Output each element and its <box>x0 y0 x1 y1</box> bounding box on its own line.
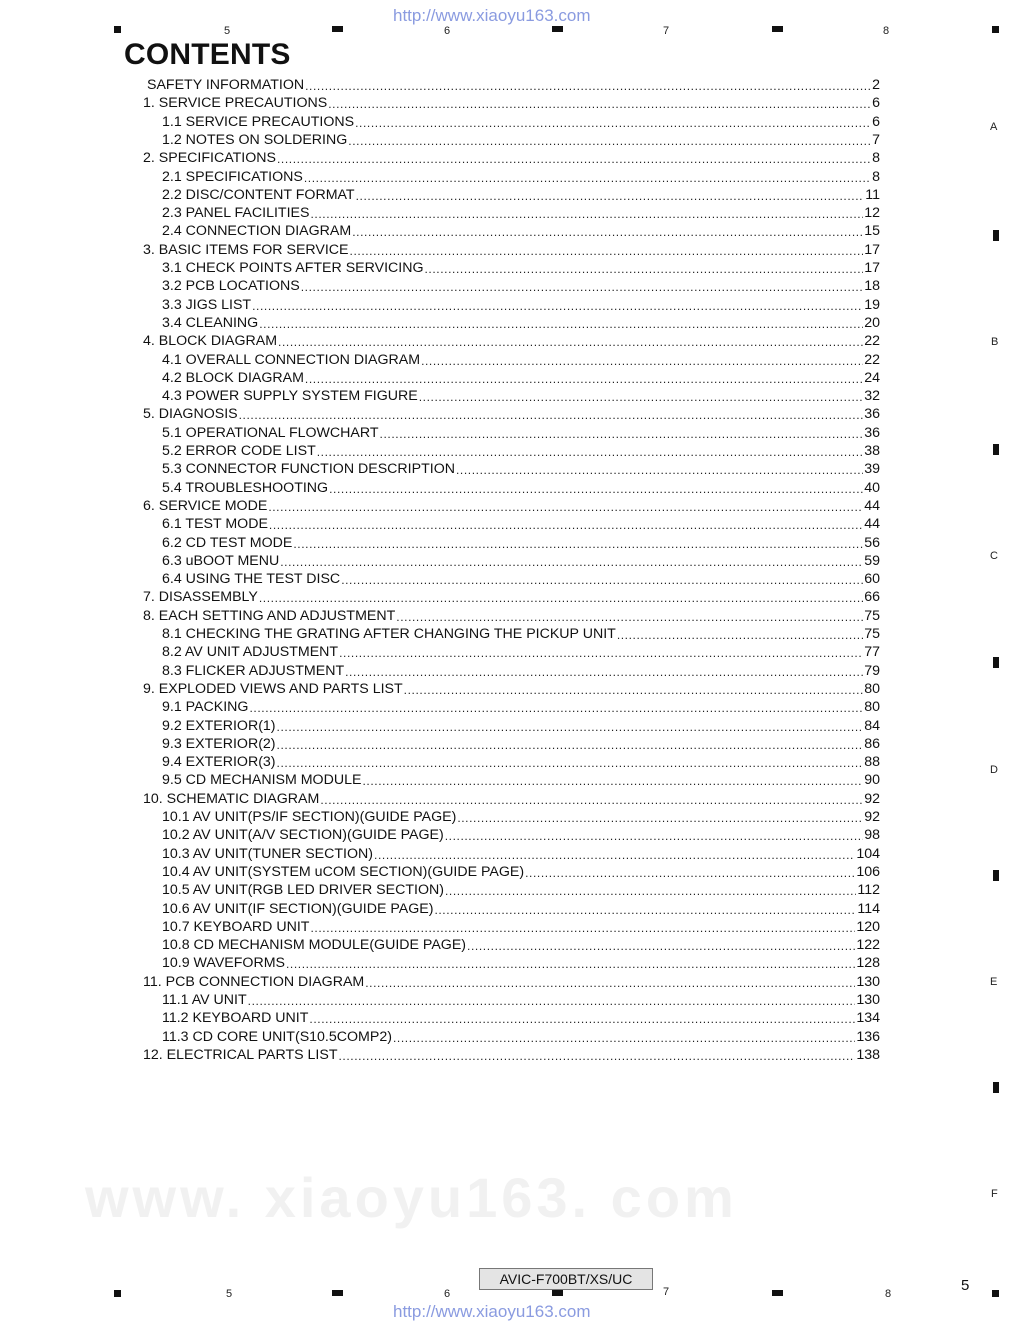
toc-entry-page: 17 <box>864 242 880 258</box>
footer-column-7: 7 <box>663 1286 670 1298</box>
toc-leader-dots <box>259 589 863 605</box>
toc-entry-label: 9.5 CD MECHANISM MODULE <box>162 772 362 788</box>
toc-entry[interactable] <box>162 771 880 788</box>
toc-entry-label: 5.2 ERROR CODE LIST <box>162 443 316 459</box>
toc-entry[interactable] <box>162 460 880 477</box>
toc-leader-dots <box>352 223 863 239</box>
toc-leader-dots <box>345 663 863 679</box>
toc-leader-dots <box>393 1029 855 1045</box>
toc-leader-dots <box>239 406 864 422</box>
toc-entry[interactable] <box>162 387 880 404</box>
toc-leader-dots <box>341 571 863 587</box>
toc-entry[interactable] <box>162 479 880 496</box>
toc-leader-dots <box>269 516 863 532</box>
toc-entry[interactable] <box>162 900 880 917</box>
toc-entry[interactable] <box>162 826 880 843</box>
toc-leader-dots <box>404 681 864 697</box>
toc-entry-label: 5.3 CONNECTOR FUNCTION DESCRIPTION <box>162 461 455 477</box>
toc-leader-dots <box>277 718 864 734</box>
toc-leader-dots <box>268 498 863 514</box>
toc-entry[interactable] <box>162 442 880 459</box>
toc-entry-page: 22 <box>864 352 880 368</box>
toc-entry-label: 10.8 CD MECHANISM MODULE(GUIDE PAGE) <box>162 937 467 953</box>
toc-entry-page: 75 <box>864 608 880 624</box>
toc-leader-dots <box>259 315 863 331</box>
toc-entry-page: 38 <box>864 443 880 459</box>
toc-leader-dots <box>374 846 855 862</box>
toc-entry-page: 40 <box>864 480 880 496</box>
toc-entry-page: 80 <box>864 681 880 697</box>
toc-leader-dots <box>457 809 863 825</box>
toc-entry-label: 6.1 TEST MODE <box>162 516 268 532</box>
toc-entry[interactable] <box>162 753 880 770</box>
toc-entry-page: 15 <box>864 223 880 239</box>
toc-leader-dots <box>301 278 864 294</box>
toc-entry[interactable] <box>162 259 880 276</box>
header-column-8: 8 <box>883 25 890 37</box>
toc-entry[interactable] <box>143 149 880 166</box>
toc-entry-label: 6.4 USING THE TEST DISC <box>162 571 341 587</box>
toc-leader-dots <box>277 736 864 752</box>
footer-column-6: 6 <box>444 1288 451 1300</box>
toc-leader-dots <box>350 242 864 258</box>
toc-leader-dots <box>277 754 864 770</box>
toc-entry[interactable] <box>162 1009 880 1026</box>
toc-entry[interactable] <box>162 296 880 313</box>
toc-entry-label: 1.1 SERVICE PRECAUTIONS <box>162 114 355 130</box>
toc-entry-page: 12 <box>864 205 880 221</box>
model-number-badge: AVIC-F700BT/XS/UC <box>479 1268 653 1290</box>
toc-entry-label: 11.1 AV UNIT <box>162 992 247 1008</box>
toc-entry-label: 2.2 DISC/CONTENT FORMAT <box>162 187 355 203</box>
toc-entry-page: 92 <box>864 791 880 807</box>
toc-entry-page: 6 <box>872 95 880 111</box>
toc-entry-page: 138 <box>856 1047 880 1063</box>
toc-entry-label: 3.4 CLEANING <box>162 315 259 331</box>
side-letter-d: D <box>990 764 998 776</box>
toc-entry[interactable] <box>162 991 880 1008</box>
toc-leader-dots <box>456 461 863 477</box>
footer-tick <box>552 1290 563 1296</box>
toc-entry[interactable] <box>143 94 880 111</box>
toc-entry-label: 3.1 CHECK POINTS AFTER SERVICING <box>162 260 424 276</box>
toc-leader-dots <box>365 974 855 990</box>
toc-leader-dots <box>304 169 871 185</box>
toc-entry-label: 8.1 CHECKING THE GRATING AFTER CHANGING THE PICKUP UNIT <box>162 626 616 642</box>
toc-entry-label: 11.2 KEYBOARD UNIT <box>162 1010 309 1026</box>
toc-entry-page: 8 <box>872 150 880 166</box>
toc-entry-page: 20 <box>864 315 880 331</box>
toc-entry-page: 66 <box>864 589 880 605</box>
footer-tick <box>332 1290 343 1296</box>
toc-entry-label: 9.4 EXTERIOR(3) <box>162 754 276 770</box>
toc-leader-dots <box>249 699 863 715</box>
toc-entry[interactable] <box>162 845 880 862</box>
toc-entry-page: 122 <box>856 937 880 953</box>
toc-leader-dots <box>339 1047 856 1063</box>
toc-entry-page: 80 <box>864 699 880 715</box>
toc-entry-page: 120 <box>856 919 880 935</box>
toc-entry[interactable] <box>162 643 880 660</box>
footer-column-8: 8 <box>885 1288 892 1300</box>
toc-entry-label: 5.4 TROUBLESHOOTING <box>162 480 329 496</box>
corner-mark-top-right <box>992 26 999 33</box>
toc-entry[interactable] <box>162 113 880 130</box>
header-column-6: 6 <box>444 25 451 37</box>
toc-entry[interactable] <box>162 1028 880 1045</box>
toc-leader-dots <box>252 297 863 313</box>
toc-entry-label: 2.4 CONNECTION DIAGRAM <box>162 223 352 239</box>
toc-entry-label: 7. DISASSEMBLY <box>143 589 258 605</box>
toc-entry[interactable] <box>162 168 880 185</box>
header-column-5: 5 <box>224 25 231 37</box>
toc-entry[interactable] <box>143 332 880 349</box>
toc-entry-page: 134 <box>856 1010 880 1026</box>
toc-leader-dots <box>286 955 855 971</box>
toc-leader-dots <box>309 1010 855 1026</box>
toc-leader-dots <box>355 114 871 130</box>
toc-entry-page: 136 <box>856 1029 880 1045</box>
toc-entry-page: 59 <box>864 553 880 569</box>
side-letter-a: A <box>990 121 998 133</box>
toc-entry-label: 4.3 POWER SUPPLY SYSTEM FIGURE <box>162 388 418 404</box>
toc-entry-page: 77 <box>864 644 880 660</box>
toc-entry-page: 130 <box>856 974 880 990</box>
toc-entry[interactable] <box>162 314 880 331</box>
side-tick <box>993 870 999 881</box>
toc-entry[interactable] <box>162 808 880 825</box>
toc-entry-label: 6.2 CD TEST MODE <box>162 535 293 551</box>
toc-entry-page: 56 <box>864 535 880 551</box>
toc-entry-label: 8. EACH SETTING AND ADJUSTMENT <box>143 608 396 624</box>
toc-entry-label: 2.1 SPECIFICATIONS <box>162 169 303 185</box>
toc-entry-page: 36 <box>864 425 880 441</box>
toc-entry-label: 10.5 AV UNIT(RGB LED DRIVER SECTION) <box>162 882 444 898</box>
toc-entry[interactable] <box>162 918 880 935</box>
toc-entry-label: 10.9 WAVEFORMS <box>162 955 285 971</box>
header-url[interactable]: http://www.xiaoyu163.com <box>393 6 591 25</box>
toc-entry[interactable] <box>162 204 880 221</box>
toc-entry-label: 10.6 AV UNIT(IF SECTION)(GUIDE PAGE) <box>162 901 434 917</box>
toc-entry-page: 79 <box>864 663 880 679</box>
toc-entry[interactable] <box>162 717 880 734</box>
side-tick <box>993 1082 999 1093</box>
toc-entry[interactable] <box>162 863 880 880</box>
toc-leader-dots <box>310 919 855 935</box>
toc-leader-dots <box>467 937 855 953</box>
toc-leader-dots <box>421 352 863 368</box>
toc-leader-dots <box>396 608 863 624</box>
toc-leader-dots <box>339 644 863 660</box>
toc-entry-label: 10.4 AV UNIT(SYSTEM uCOM SECTION)(GUIDE PAGE) <box>162 864 525 880</box>
toc-entry[interactable] <box>162 351 880 368</box>
toc-entry[interactable] <box>162 131 880 148</box>
toc-leader-dots <box>280 553 863 569</box>
toc-entry-label: 4.2 BLOCK DIAGRAM <box>162 370 304 386</box>
page-number: 5 <box>961 1277 970 1294</box>
toc-entry-page: 84 <box>864 718 880 734</box>
side-tick <box>993 444 999 455</box>
toc-leader-dots <box>419 388 864 404</box>
toc-entry-page: 8 <box>872 169 880 185</box>
toc-leader-dots <box>329 480 863 496</box>
toc-entry[interactable] <box>162 424 880 441</box>
toc-entry-page: 22 <box>864 333 880 349</box>
toc-entry-page: 19 <box>864 297 880 313</box>
page-title: CONTENTS <box>124 38 291 71</box>
corner-mark-top-left <box>114 26 121 33</box>
toc-entry-label: 10.7 KEYBOARD UNIT <box>162 919 310 935</box>
toc-entry[interactable] <box>143 607 880 624</box>
toc-entry-page: 112 <box>857 882 880 898</box>
toc-leader-dots <box>328 95 871 111</box>
toc-entry[interactable] <box>162 552 880 569</box>
toc-entry-label: 8.2 AV UNIT ADJUSTMENT <box>162 644 339 660</box>
toc-entry[interactable] <box>162 277 880 294</box>
footer-column-5: 5 <box>226 1288 233 1300</box>
toc-entry-page: 44 <box>864 516 880 532</box>
toc-entry-page: 6 <box>872 114 880 130</box>
toc-entry-page: 104 <box>856 846 880 862</box>
toc-entry-page: 114 <box>857 901 880 917</box>
toc-entry-page: 24 <box>864 370 880 386</box>
header-tick <box>332 26 343 32</box>
toc-leader-dots <box>317 443 863 459</box>
corner-mark-bottom-left <box>114 1290 121 1297</box>
toc-entry[interactable] <box>162 222 880 239</box>
corner-mark-bottom-right <box>992 1290 999 1297</box>
toc-leader-dots <box>320 791 863 807</box>
side-letter-b: B <box>991 336 999 348</box>
toc-leader-dots <box>348 132 871 148</box>
toc-entry-page: 60 <box>864 571 880 587</box>
side-letter-f: F <box>991 1188 998 1200</box>
toc-entry-label: 9.3 EXTERIOR(2) <box>162 736 276 752</box>
toc-leader-dots <box>434 901 856 917</box>
toc-entry-label: 4. BLOCK DIAGRAM <box>143 333 278 349</box>
toc-entry-label: 10.3 AV UNIT(TUNER SECTION) <box>162 846 374 862</box>
toc-entry-label: 11. PCB CONNECTION DIAGRAM <box>143 974 365 990</box>
toc-entry-label: 5.1 OPERATIONAL FLOWCHART <box>162 425 379 441</box>
toc-entry[interactable] <box>143 1046 880 1063</box>
toc-entry[interactable] <box>162 698 880 715</box>
toc-entry-page: 7 <box>872 132 880 148</box>
toc-entry[interactable] <box>162 625 880 642</box>
toc-entry-label: 3.2 PCB LOCATIONS <box>162 278 300 294</box>
toc-entry-label: 10.1 AV UNIT(PS/IF SECTION)(GUIDE PAGE) <box>162 809 457 825</box>
toc-entry-label: SAFETY INFORMATION <box>147 77 305 93</box>
side-tick <box>993 657 999 668</box>
toc-entry-label: 6. SERVICE MODE <box>143 498 268 514</box>
toc-entry[interactable] <box>162 954 880 971</box>
toc-entry-page: 90 <box>864 772 880 788</box>
toc-entry[interactable] <box>143 973 880 990</box>
toc-leader-dots <box>445 827 864 843</box>
header-column-7: 7 <box>663 25 670 37</box>
toc-entry-page: 92 <box>864 809 880 825</box>
toc-entry-label: 12. ELECTRICAL PARTS LIST <box>143 1047 338 1063</box>
header-tick <box>552 26 563 32</box>
toc-entry-page: 18 <box>864 278 880 294</box>
toc-entry-label: 11.3 CD CORE UNIT(S10.5COMP2) <box>162 1029 392 1045</box>
toc-leader-dots <box>305 370 863 386</box>
toc-leader-dots <box>248 992 856 1008</box>
toc-entry-page: 75 <box>864 626 880 642</box>
toc-entry[interactable] <box>143 497 880 514</box>
toc-entry[interactable] <box>143 588 880 605</box>
footer-tick <box>772 1290 783 1296</box>
toc-entry-page: 44 <box>864 498 880 514</box>
toc-entry-label: 10. SCHEMATIC DIAGRAM <box>143 791 320 807</box>
toc-entry-page: 88 <box>864 754 880 770</box>
toc-leader-dots <box>305 77 871 93</box>
toc-entry-label: 10.2 AV UNIT(A/V SECTION)(GUIDE PAGE) <box>162 827 444 843</box>
toc-entry-label: 1. SERVICE PRECAUTIONS <box>143 95 328 111</box>
toc-leader-dots <box>424 260 863 276</box>
toc-entry-page: 36 <box>864 406 880 422</box>
toc-leader-dots <box>356 187 865 203</box>
toc-entry[interactable] <box>143 790 880 807</box>
toc-entry-label: 4.1 OVERALL CONNECTION DIAGRAM <box>162 352 421 368</box>
toc-entry[interactable] <box>143 680 880 697</box>
toc-leader-dots <box>362 772 863 788</box>
toc-entry[interactable] <box>162 186 880 203</box>
toc-entry[interactable] <box>162 515 880 532</box>
toc-entry-page: 98 <box>864 827 880 843</box>
toc-entry-page: 86 <box>864 736 880 752</box>
toc-entry-label: 3.3 JIGS LIST <box>162 297 252 313</box>
watermark-text: www. xiaoyu163. com <box>85 1166 738 1229</box>
toc-entry[interactable] <box>143 241 880 258</box>
footer-url[interactable]: http://www.xiaoyu163.com <box>393 1302 591 1321</box>
toc-entry-label: 2.3 PANEL FACILITIES <box>162 205 310 221</box>
toc-entry[interactable] <box>162 534 880 551</box>
toc-leader-dots <box>293 535 863 551</box>
side-letter-c: C <box>990 550 998 562</box>
toc-entry-label: 9. EXPLODED VIEWS AND PARTS LIST <box>143 681 403 697</box>
toc-entry-page: 106 <box>856 864 880 880</box>
toc-leader-dots <box>278 333 863 349</box>
toc-leader-dots <box>525 864 855 880</box>
toc-entry-page: 11 <box>865 187 880 203</box>
toc-entry-label: 8.3 FLICKER ADJUSTMENT <box>162 663 345 679</box>
side-letter-e: E <box>990 976 998 988</box>
toc-entry-label: 6.3 uBOOT MENU <box>162 553 280 569</box>
toc-entry-label: 9.2 EXTERIOR(1) <box>162 718 276 734</box>
toc-leader-dots <box>380 425 864 441</box>
side-tick <box>993 230 999 241</box>
toc-entry-page: 39 <box>864 461 880 477</box>
toc-entry[interactable] <box>162 662 880 679</box>
header-tick <box>772 26 783 32</box>
toc-leader-dots <box>617 626 863 642</box>
toc-entry-label: 9.1 PACKING <box>162 699 249 715</box>
toc-entry-label: 3. BASIC ITEMS FOR SERVICE <box>143 242 349 258</box>
toc-leader-dots <box>445 882 856 898</box>
toc-entry[interactable] <box>162 570 880 587</box>
toc-entry[interactable] <box>147 76 880 93</box>
toc-entry[interactable] <box>143 405 880 422</box>
toc-entry-page: 2 <box>872 77 880 93</box>
toc-entry-page: 32 <box>864 388 880 404</box>
toc-entry[interactable] <box>162 369 880 386</box>
toc-leader-dots <box>310 205 863 221</box>
toc-entry-page: 17 <box>864 260 880 276</box>
toc-entry[interactable] <box>162 735 880 752</box>
toc-entry[interactable] <box>162 881 880 898</box>
toc-entry-page: 128 <box>856 955 880 971</box>
toc-entry-label: 2. SPECIFICATIONS <box>143 150 276 166</box>
toc-entry-page: 130 <box>856 992 880 1008</box>
toc-entry-label: 1.2 NOTES ON SOLDERING <box>162 132 348 148</box>
toc-leader-dots <box>277 150 871 166</box>
toc-entry[interactable] <box>162 936 880 953</box>
toc-entry-label: 5. DIAGNOSIS <box>143 406 238 422</box>
